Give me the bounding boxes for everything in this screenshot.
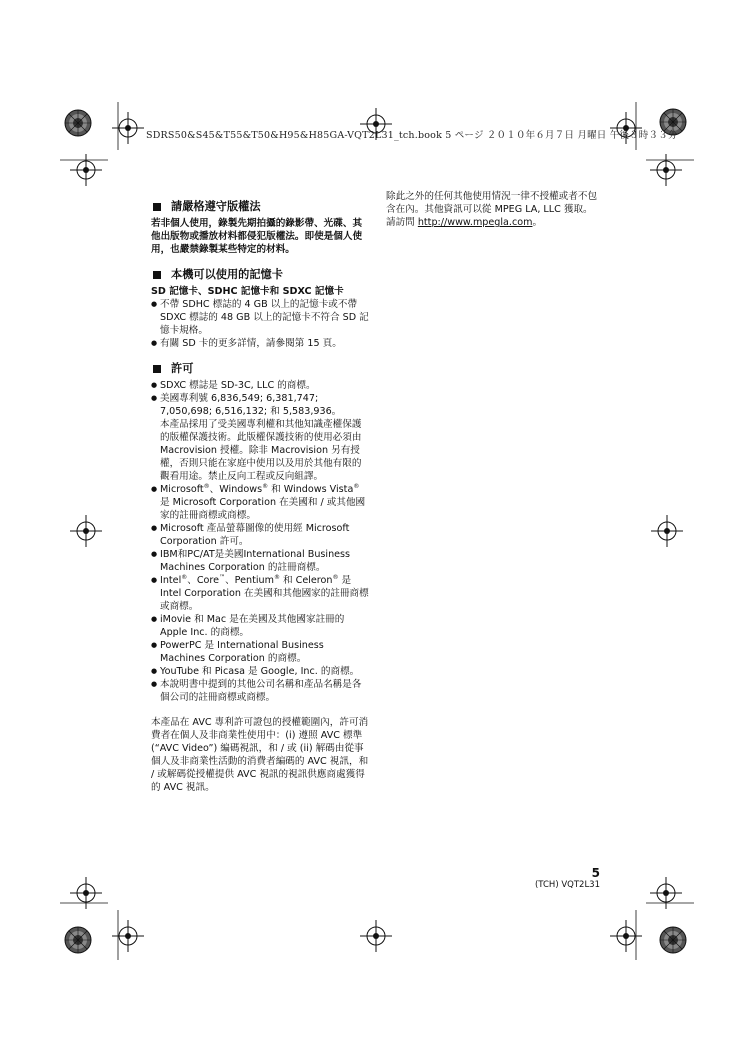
list-item: ● Intel®、Core™、Pentium® 和 Celeron® 是 Intel Corporation 在美國和其他國家的註冊商標或商標。 [151, 574, 371, 613]
registration-cross-top-right-outer [650, 154, 682, 186]
copyright-text: 若非個人使用，錄製先期拍攝的錄影帶、光碟、其他出版物或播放材料都侵犯版權法。即使是個人使用，也嚴禁錄製某些特定的材料。 [151, 218, 363, 255]
list-item: ● PowerPC 是 International Business Machines Corporation 的商標。 [151, 639, 371, 665]
page-number: 5 [591, 866, 600, 880]
star-mark-bottom-right [660, 927, 686, 953]
registration-cross-bottom-right-outer [650, 877, 682, 909]
registration-cross-mid-left [70, 515, 102, 547]
print-header: SDRS50&S45&T55&T50&H95&H85GA-VQT2L31_tch.book 5 ページ ２０１０年６月７日 月曜日 午後３時３３分 [146, 130, 678, 141]
list-item: ● 美國專利號 6,836,549; 6,381,747; 7,050,698; 6,516,132; 和 5,583,936。 本產品採用了受美國專利權和其他知識產權保護的版權保護技術。此版權保護技術的使用必須由 Macrovision 授權。除非 Macrovision 另有授權，否則只能在家庭中使用以及用於其他有限的觀看用途。禁止反向工程或反向組譯。 [151, 392, 371, 483]
list-item: ● Microsoft®、Windows® 和 Windows Vista® 是 Microsoft Corporation 在美國和 / 或其他國家的註冊商標或商標。 [151, 483, 371, 522]
list-item: ● IBM和PC/AT是美國International Business Machines Corporation 的註冊商標。 [151, 548, 371, 574]
registration-cross-top-left [112, 112, 144, 144]
list-item: ● 不帶 SDHC 標誌的 4 GB 以上的記憶卡或不帶 SDXC 標誌的 48 GB 以上的記憶卡不符合 SD 記憶卡規格。 [151, 298, 371, 337]
registration-cross-bottom-center [360, 920, 392, 952]
registration-cross-bottom-left [112, 920, 144, 952]
square-bullet-icon [153, 365, 161, 373]
list-item: ● 有關 SD 卡的更多詳情，請參閱第 15 頁。 [151, 337, 371, 350]
registration-cross-mid-right [651, 515, 683, 547]
registration-cross-bottom-left-outer [70, 877, 102, 909]
left-column [151, 200, 371, 794]
registration-cross-bottom-right [610, 920, 642, 952]
mpeg-license-text: 除此之外的任何其他使用情況一律不授權或者不包含在內。其他資訊可以從 MPEG LA, LLC 獲取。 [386, 191, 598, 215]
registration-cross-top-left-outer [70, 154, 102, 186]
list-item: ● 本說明書中提到的其他公司名稱和產品名稱是各個公司的註冊商標或商標。 [151, 678, 371, 704]
copyright-heading: 請嚴格遵守版權法 [151, 200, 371, 213]
right-column [386, 190, 601, 229]
list-item: ● SDXC 標誌是 SD-3C, LLC 的商標。 [151, 379, 371, 392]
star-mark-top-left [65, 110, 91, 136]
macrovision-text: 本產品採用了受美國專利權和其他知識產權保護的版權保護技術。此版權保護技術的使用必須由 Macrovision 授權。除非 Macrovision 另有授權，否則只能在家庭中使用以及用於其他有限的觀看用途。禁止反向工程或反向組譯。 [160, 419, 362, 482]
memory-card-heading: 本機可以使用的記憶卡 [151, 268, 371, 281]
memory-card-subheading: SD 記憶卡、SDHC 記憶卡和 SDXC 記憶卡 [151, 286, 344, 297]
license-list [151, 379, 371, 704]
list-item: ● Microsoft 產品螢幕圖像的使用經 Microsoft Corporation 許可。 [151, 522, 371, 548]
star-mark-bottom-left [65, 927, 91, 953]
square-bullet-icon [153, 271, 161, 279]
list-item: ● YouTube 和 Picasa 是 Google, Inc. 的商標。 [151, 665, 371, 678]
memory-card-list [151, 298, 371, 350]
license-heading: 許可 [151, 362, 371, 375]
list-item: ● iMovie 和 Mac 是在美國及其他國家註冊的 Apple Inc. 的商標。 [151, 613, 371, 639]
page-code: (TCH) VQT2L31 [534, 880, 600, 890]
mpegla-link[interactable]: http://www.mpegla.com [417, 217, 533, 228]
avc-license-text: 本產品在 AVC 專利許可證包的授權範圍內，許可消費者在個人及非商業性使用中：(i) 遵照 AVC 標準 (“AVC Video”) 編碼視訊，和 / 或 (ii) 解碼由從事個人及非商業性活動的消費者編碼的 AVC 視訊，和 / 或解碼從授權提供 AVC 視訊的視訊供應商處獲得的 AVC 視訊。 [151, 717, 369, 793]
square-bullet-icon [153, 203, 161, 211]
mpeg-visit-text: 請訪問 http://www.mpegla.com。 [386, 217, 543, 228]
